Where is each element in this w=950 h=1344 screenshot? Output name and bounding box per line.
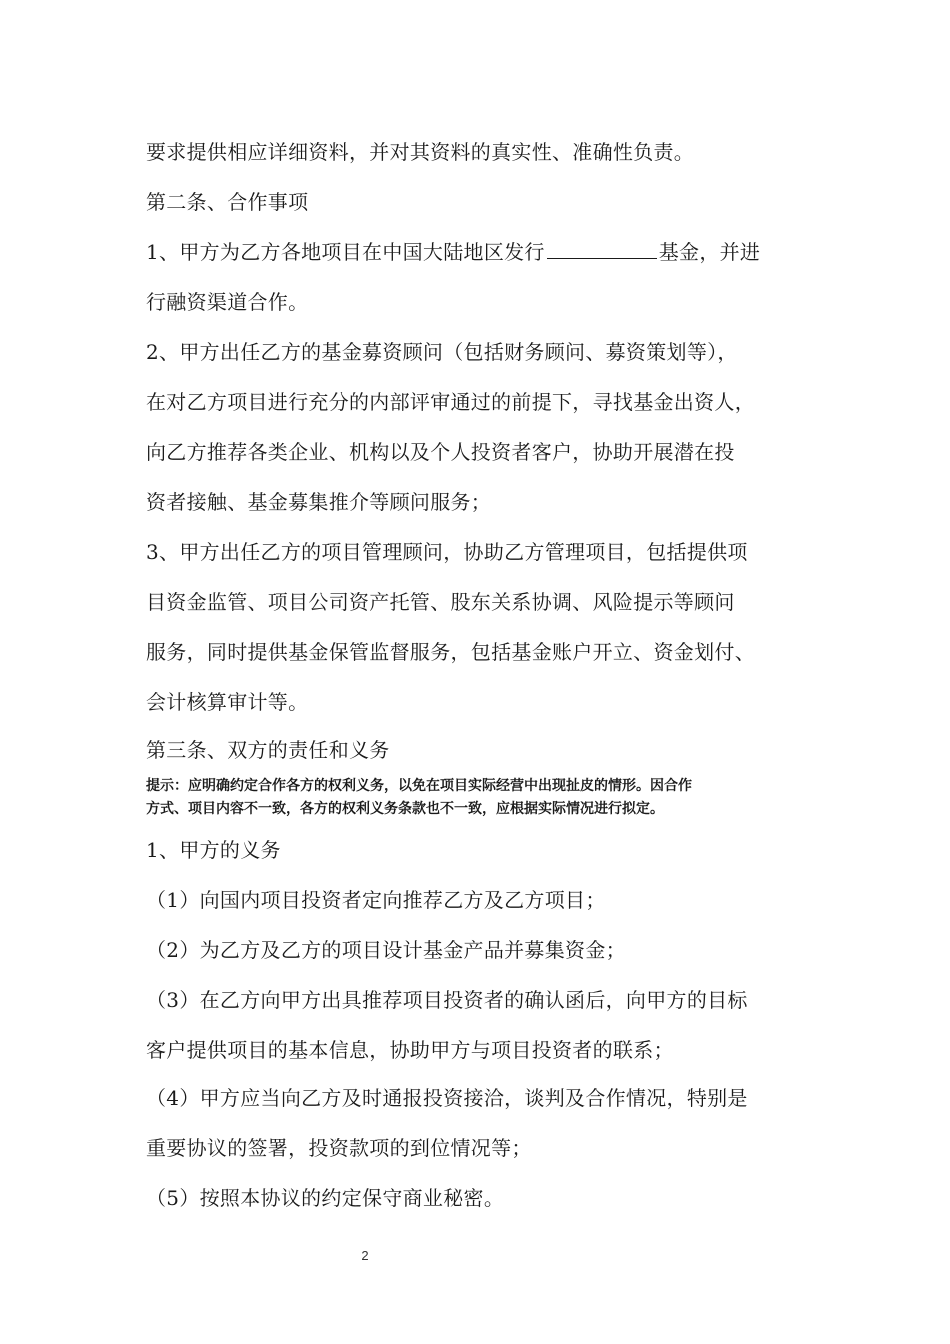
page-number: 2 <box>361 1248 369 1263</box>
line-text: 基金，并进 <box>658 240 761 264</box>
paragraph-line: 3、甲方出任乙方的项目管理顾问，协助乙方管理项目，包括提供项 <box>146 540 748 564</box>
list-item-continuation: 重要协议的签署，投资款项的到位情况等； <box>146 1136 532 1160</box>
paragraph-line: 向乙方推荐各类企业、机构以及个人投资者客户，协助开展潜在投 <box>146 440 735 464</box>
list-item: （5）按照本协议的约定保守商业秘密。 <box>146 1186 505 1210</box>
section-heading-article-3: 第三条、双方的责任和义务 <box>146 738 390 762</box>
list-item: （3）在乙方向甲方出具推荐项目投资者的确认函后，向甲方的目标 <box>146 988 748 1012</box>
list-item: （2）为乙方及乙方的项目设计基金产品并募集资金； <box>146 938 626 962</box>
list-item-continuation: 客户提供项目的基本信息，协助甲方与项目投资者的联系； <box>146 1038 674 1062</box>
list-item: （4）甲方应当向乙方及时通报投资接洽，谈判及合作情况，特别是 <box>146 1086 748 1110</box>
paragraph-line <box>146 238 846 266</box>
fill-in-blank <box>547 238 657 259</box>
paragraph-line: 2、甲方出任乙方的基金募资顾问（包括财务顾问、募资策划等）， <box>146 340 738 364</box>
hint-note-line: 提示：应明确约定合作各方的权利义务，以免在项目实际经营中出现扯皮的情形。因合作 <box>146 778 692 794</box>
hint-note-line: 方式、项目内容不一致，各方的权利义务条款也不一致，应根据实际情况进行拟定。 <box>146 801 664 817</box>
paragraph-line: 资者接触、基金募集推介等顾问服务； <box>146 490 492 514</box>
paragraph-line: 行融资渠道合作。 <box>146 290 309 314</box>
paragraph-line: 目资金监管、项目公司资产托管、股东关系协调、风险提示等顾问 <box>146 590 735 614</box>
list-item: （1）向国内项目投资者定向推荐乙方及乙方项目； <box>146 888 606 912</box>
paragraph-line: 要求提供相应详细资料，并对其资料的真实性、准确性负责。 <box>146 140 695 164</box>
subheading-party-a-duties: 1、甲方的义务 <box>146 838 281 862</box>
paragraph-line: 服务，同时提供基金保管监督服务，包括基金账户开立、资金划付、 <box>146 640 755 664</box>
paragraph-line: 会计核算审计等。 <box>146 690 309 714</box>
line-text: 1、甲方为乙方各地项目在中国大陆地区发行 <box>146 240 545 264</box>
section-heading-article-2: 第二条、合作事项 <box>146 190 309 214</box>
paragraph-line: 在对乙方项目进行充分的内部评审通过的前提下，寻找基金出资人， <box>146 390 755 414</box>
